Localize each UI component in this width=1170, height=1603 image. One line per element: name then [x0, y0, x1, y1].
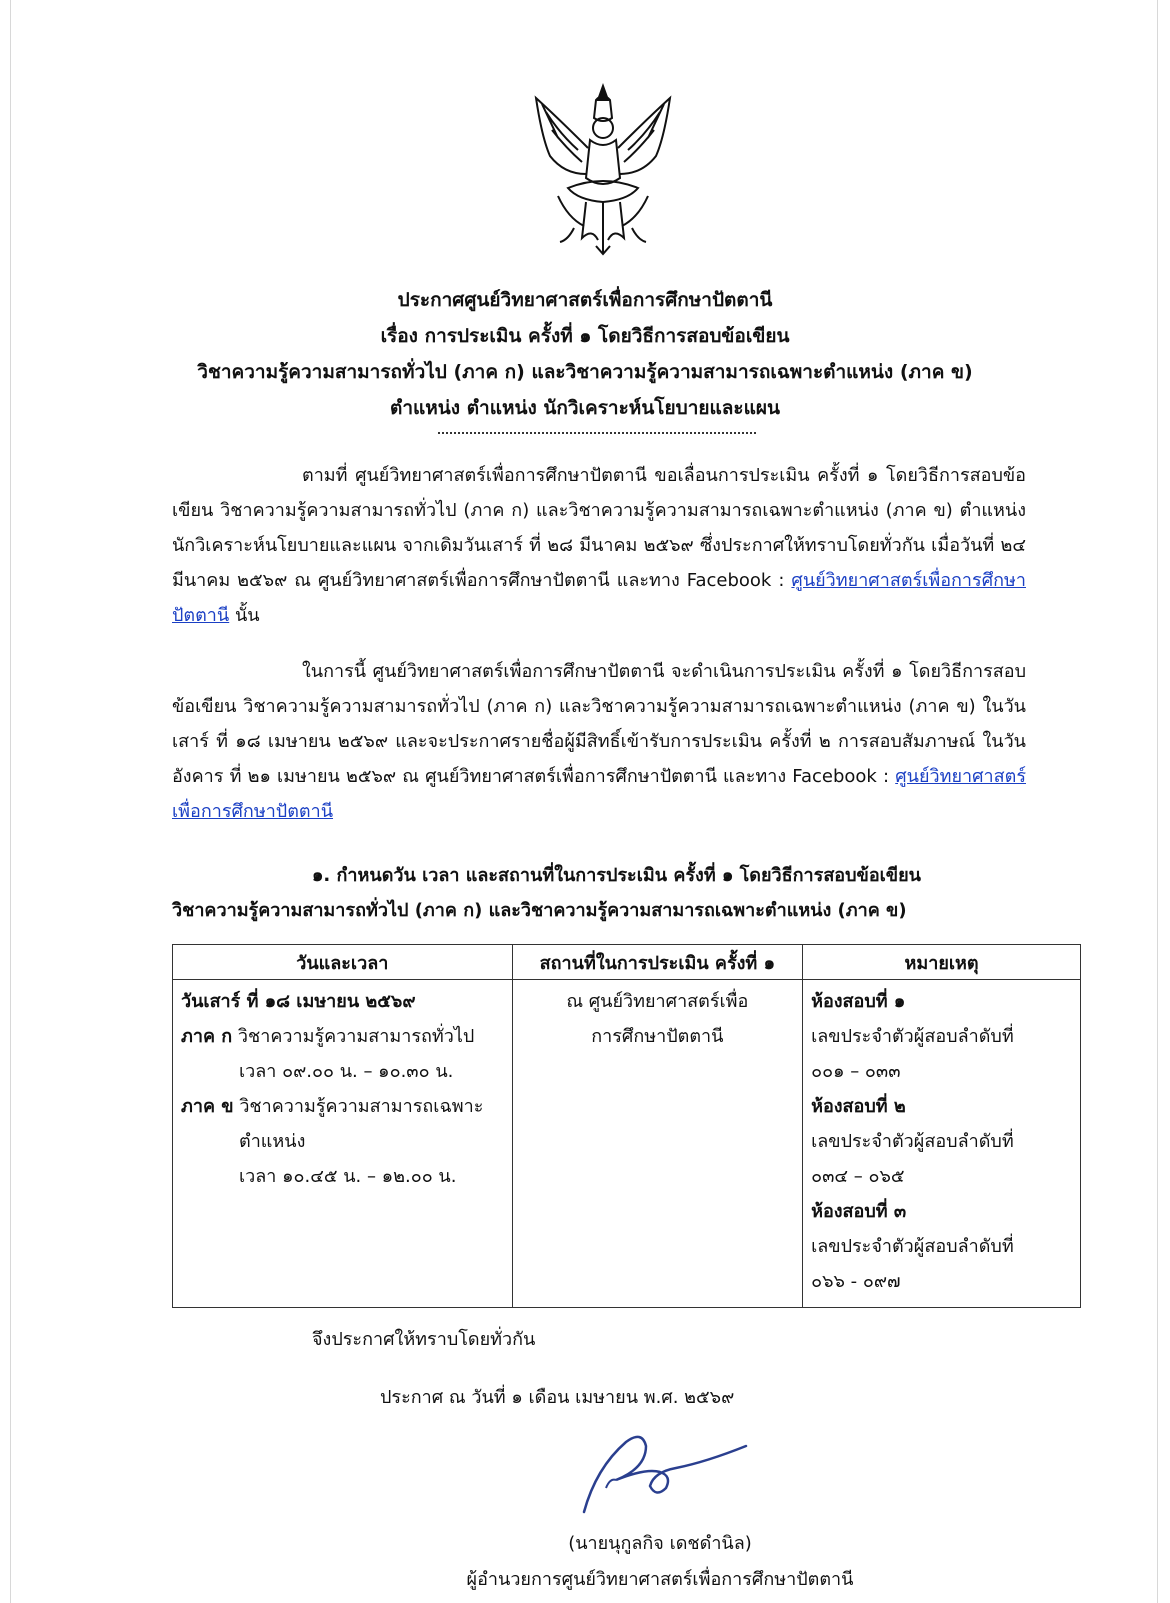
- room-3-range: ๐๖๖ - ๐๙๗: [811, 1271, 901, 1292]
- room-1-range: ๐๐๑ – ๐๓๓: [811, 1061, 901, 1082]
- room-2-range: ๐๓๔ – ๐๖๕: [811, 1166, 905, 1187]
- paragraph-postponement-end: นั้น: [229, 605, 260, 626]
- cell-datetime: [173, 980, 513, 1308]
- announcement-position-line: ตำแหน่ง ตำแหน่ง นักวิเคราะห์นโยบายและแผน: [390, 397, 780, 419]
- part-b-line: [181, 1089, 504, 1124]
- part-a-time: เวลา ๐๙.๐๐ น. – ๑๐.๓๐ น.: [239, 1061, 454, 1082]
- col-header-place: สถานที่ในการประเมิน ครั้งที่ ๑: [512, 945, 803, 980]
- cell-place: [512, 980, 803, 1308]
- room-2-desc: เลขประจำตัวผู้สอบลำดับที่: [811, 1131, 1014, 1152]
- part-b-subject-cont: ตำแหน่ง: [239, 1131, 306, 1152]
- part-b-label: ภาค ข: [181, 1096, 234, 1117]
- room-1-name: ห้องสอบที่ ๑: [811, 991, 906, 1012]
- exam-schedule-table: [172, 944, 1081, 1308]
- place-line2: การศึกษาปัตตานี: [591, 1026, 724, 1047]
- part-b-time: เวลา ๑๐.๔๕ น. – ๑๒.๐๐ น.: [239, 1166, 457, 1187]
- cell-remarks: [803, 980, 1081, 1308]
- announcement-subjects-line: วิชาความรู้ความสามารถทั่วไป (ภาค ก) และวิชาความรู้ความสามารถเฉพาะตำแหน่ง (ภาค ข): [197, 361, 973, 383]
- exam-date: วันเสาร์ ที่ ๑๘ เมษายน ๒๕๖๙: [181, 991, 416, 1012]
- paragraph-new-schedule: [172, 654, 1026, 829]
- paragraph-new-schedule-text: ในการนี้ ศูนย์วิทยาศาสตร์เพื่อการศึกษาปัตตานี จะดำเนินการประเมิน ครั้งที่ ๑ โดยวิธีการสอบข้อเขียน วิชาความรู้ความสามารถทั่วไป (ภาค ก) และวิชาความรู้ความสามารถเฉพาะตำแหน่ง (ภาค ข) ในวันเสาร์ ที่ ๑๘ เมษายน ๒๕๖๙ และจะประกาศรายชื่อผู้มีสิทธิ์เข้ารับการประเมิน ครั้งที่ ๒ การสอบสัมภาษณ์ ในวันอังคาร ที่ ๒๑ เมษายน ๒๕๖๙ ณ ศูนย์วิทยาศาสตร์เพื่อการศึกษาปัตตานี และทาง Facebook :: [172, 661, 1026, 787]
- room-3-desc: เลขประจำตัวผู้สอบลำดับที่: [811, 1236, 1014, 1257]
- place-line1: ณ ศูนย์วิทยาศาสตร์เพื่อ: [566, 991, 749, 1012]
- part-a-line: [181, 1019, 504, 1054]
- paragraph-postponement: [172, 458, 1026, 633]
- col-header-datetime: วันและเวลา: [173, 945, 513, 980]
- dotted-separator: [438, 432, 756, 434]
- facebook-link-1[interactable]: ศูนย์วิทยาศาสตร์เพื่อการศึกษาปัตตานี: [172, 570, 1026, 626]
- room-2-name: ห้องสอบที่ ๒: [811, 1096, 906, 1117]
- part-b-subject: วิชาความรู้ความสามารถเฉพาะ: [239, 1096, 484, 1117]
- room-3-name: ห้องสอบที่ ๓: [811, 1201, 907, 1222]
- part-a-label: ภาค ก: [181, 1026, 233, 1047]
- announcement-title: ประกาศศูนย์วิทยาศาสตร์เพื่อการศึกษาปัตตานี: [397, 289, 773, 311]
- announcement-date: ประกาศ ณ วันที่ ๑ เดือน เมษายน พ.ศ. ๒๕๖๙: [380, 1387, 735, 1408]
- table-header-row: [173, 945, 1081, 980]
- closing-announcement: จึงประกาศให้ทราบโดยทั่วกัน: [312, 1329, 536, 1350]
- facebook-link-2[interactable]: ศูนย์วิทยาศาสตร์เพื่อการศึกษาปัตตานี: [172, 766, 1026, 822]
- announcement-subject: เรื่อง การประเมิน ครั้งที่ ๑ โดยวิธีการสอบข้อเขียน: [380, 325, 790, 347]
- col-header-remarks: หมายเหตุ: [803, 945, 1081, 980]
- room-1-desc: เลขประจำตัวผู้สอบลำดับที่: [811, 1026, 1014, 1047]
- section1-heading-line2: วิชาความรู้ความสามารถทั่วไป (ภาค ก) และวิชาความรู้ความสามารถเฉพาะตำแหน่ง (ภาค ข): [172, 900, 907, 921]
- signer-name: (นายนุกูลกิจ เดชดำนิล): [568, 1533, 752, 1554]
- section1-heading-line1: ๑. กำหนดวัน เวลา และสถานที่ในการประเมิน ครั้งที่ ๑ โดยวิธีการสอบข้อเขียน: [312, 865, 921, 886]
- paragraph-postponement-text: ตามที่ ศูนย์วิทยาศาสตร์เพื่อการศึกษาปัตตานี ขอเลื่อนการประเมิน ครั้งที่ ๑ โดยวิธีการสอบข้อเขียน วิชาความรู้ความสามารถทั่วไป (ภาค ก) และวิชาความรู้ความสามารถเฉพาะตำแหน่ง (ภาค ข) ตำแหน่ง นักวิเคราะห์นโยบายและแผน จากเดิมวันเสาร์ ที่ ๒๘ มีนาคม ๒๕๖๙ ซึ่งประกาศให้ทราบโดยทั่วกัน เมื่อวันที่ ๒๔ มีนาคม ๒๕๖๙ ณ ศูนย์วิทยาศาสตร์เพื่อการศึกษาปัตตานี และทาง Facebook :: [172, 465, 1026, 591]
- signer-title: ผู้อำนวยการศูนย์วิทยาศาสตร์เพื่อการศึกษาปัตตานี: [466, 1569, 854, 1590]
- part-a-subject: วิชาความรู้ความสามารถทั่วไป: [237, 1026, 475, 1047]
- table-row: [173, 980, 1081, 1308]
- garuda-emblem: [528, 78, 678, 258]
- signature: [576, 1428, 756, 1518]
